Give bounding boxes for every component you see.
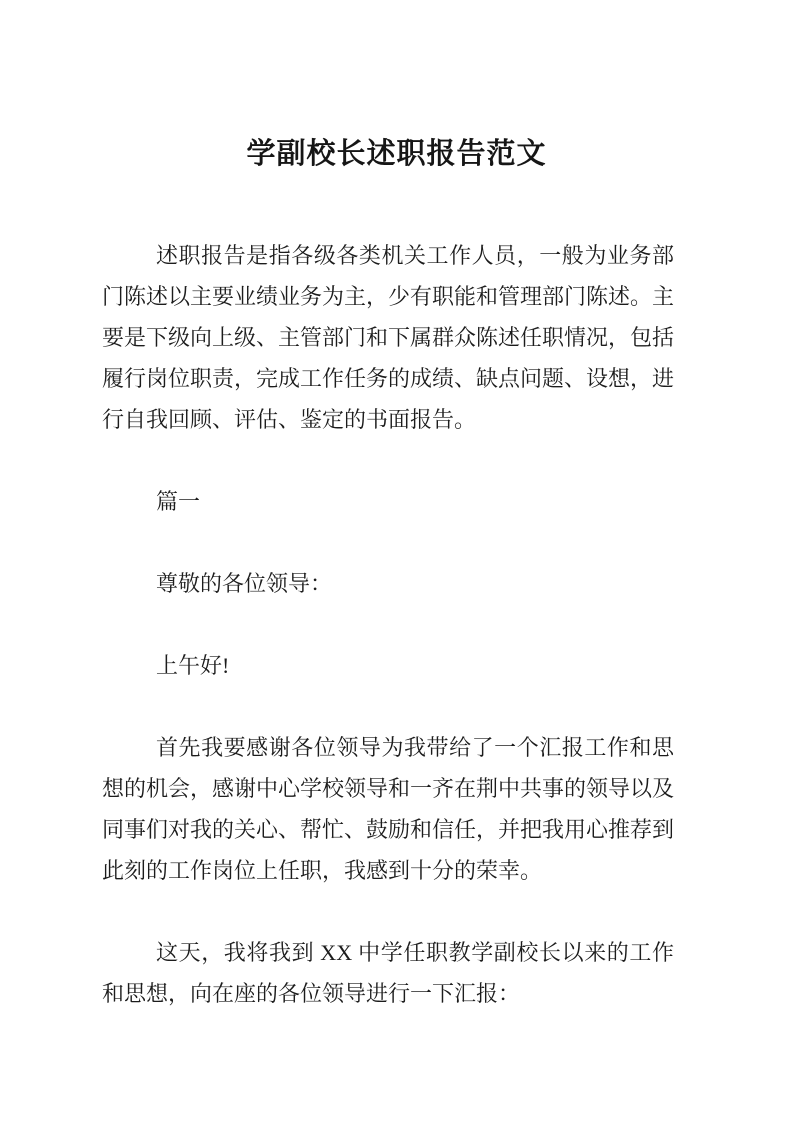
paragraph-salutation: 尊敬的各位领导：	[156, 571, 333, 596]
paragraph-section-label: 篇一	[156, 489, 201, 514]
paragraph-report-lead-in: 这天，我将我到 XX 中学任职教学副校长以来的工作和思想，向在座的各位领导进行一下汇报：	[102, 940, 674, 1006]
paragraph-thanks: 首先我要感谢各位领导为我带给了一个汇报工作和思想的机会，感谢中心学校领导和一齐在荆中共事的领导以及同事们对我的关心、帮忙、鼓励和信任，并把我用心推荐到此刻的工作岗位上任职，我感到十分的荣幸。	[102, 735, 675, 883]
document-body	[102, 235, 674, 1014]
document-title: 学副校长述职报告范文	[246, 138, 547, 171]
paragraph-intro: 述职报告是指各级各类机关工作人员，一般为业务部门陈述以主要业绩业务为主，少有职能和管理部门陈述。主要是下级向上级、主管部门和下属群众陈述任职情况，包括履行岗位职责，完成工作任务的成绩、缺点问题、设想，进行自我回顾、评估、鉴定的书面报告。	[102, 243, 675, 432]
paragraph-greeting: 上午好!	[156, 653, 230, 678]
